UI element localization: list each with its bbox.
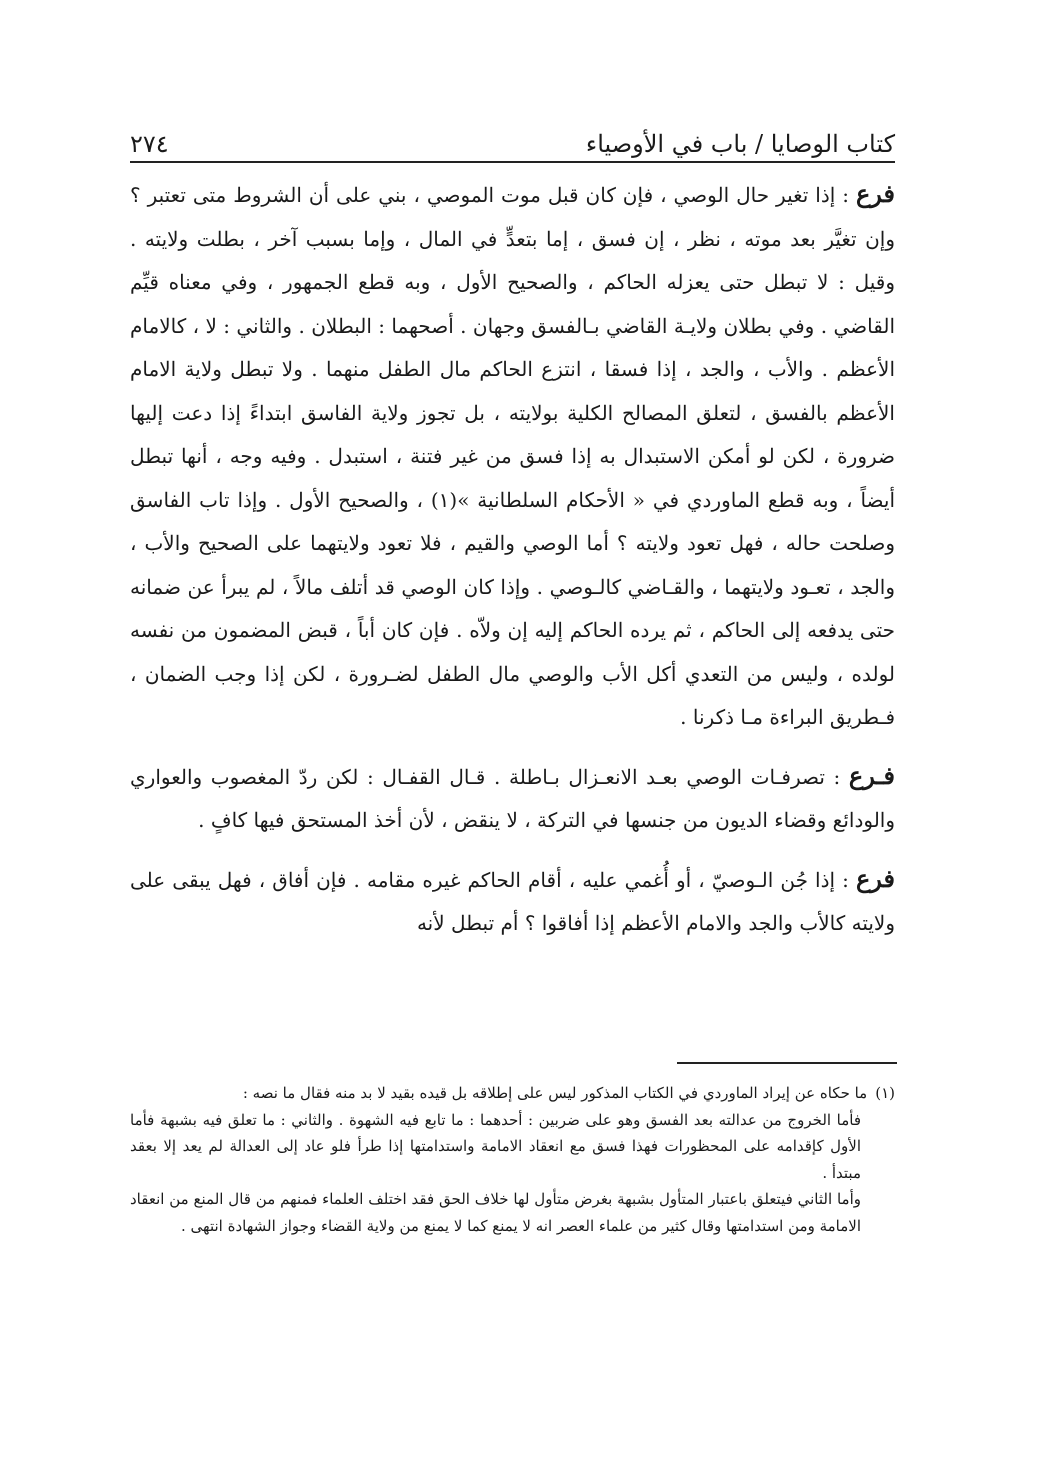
paragraph-text: : تصرفـات الوصي بعـد الانعـزال بـاطلة . قـال القفـال : لكن ردّ المغصوب والعواري والودائع وقضاء الديون من جنسها في التركة ، لا ينقض ، لأن أخذ المستحق فيها كافٍ .: [130, 764, 895, 832]
header-rule: [130, 161, 895, 163]
footnotes: [130, 1080, 895, 1239]
footnote-text: فأما الخروج من عدالته بعد الفسق وهو على ضربين : أحدهما : ما تابع فيه الشهوة . والثاني : ما تعلق فيه بشبهة فأما الأول كإقدامه على المحظورات فهذا فسق مع انعقاد الامامة واستدامتها إذا طرأ فلو عاد إلى العدالة لم يعد إلا بعقد مبتدأ .: [130, 1110, 861, 1182]
section-lead-word: فـرع: [848, 760, 895, 790]
footnote-separator: [677, 1062, 897, 1064]
main-text: [130, 172, 895, 946]
paragraph-far-2: [130, 754, 895, 843]
footnote-text: وأما الثاني فيتعلق باعتبار المتأول بشبهة بغرض متأول لها خلاف الحق فقد اختلف العلماء فمنهم من قال المنع من انعقاد الامامة ومن استدامتها وقال كثير من علماء العصر انه لا يمنع كما لا يمنع من ولاية القضاء وجواز الشهادة انتهى .: [130, 1190, 861, 1235]
paragraph-far-3: [130, 857, 895, 946]
footnote-text: ما حكاه عن إيراد الماوردي في الكتاب المذكور ليس على إطلاقه بل قيده بقيد لا بد منه فقال ما نصه :: [242, 1084, 868, 1102]
paragraph-text: : إذا جُن الـوصيّ ، أو أُغمي عليه ، أقام الحاكم غيره مقامه . فإن أفاق ، فهل يبقى على ولايته كالأب والجد والامام الأعظم إذا أفاقوا ؟ أم تبطل لأنه: [130, 867, 895, 935]
paragraph-far-1: [130, 172, 895, 740]
paragraph-text: : إذا تغير حال الوصي ، فإن كان قبل موت الموصي ، بني على أن الشروط متى تعتبر ؟ وإن تغيَّر بعد موته ، نظر ، إن فسق ، إما بتعدٍّ في المال ، وإما بسبب آخر ، بطلت ولايته . وقيل : لا تبطل حتى يعزله الحاكم ، والصحيح الأول ، وبه قطع الجمهور ، وفي معناه قيِّم القاضي . وفي بطلان ولايـة القاضي بـالفسق وجهان . أصحهما : البطلان . والثاني : لا ، كالامام الأعظم . والأب ، والجد ، إذا فسقا ، انتزع الحاكم مال الطفل منهما . ولا تبطل ولاية الامام الأعظم بالفسق ، لتعلق المصالح الكلية بولايته ، بل تجوز ولاية الفاسق ابتداءً إذا دعت إليها ضرورة ، لكن لو أمكن الاستبدال به إذا فسق من غير فتنة ، استبدل . وفيه وجه ، أنها تبطل أيضاً ، وبه قطع الماوردي في « الأحكام السلطانية »(١) ، والصحيح الأول . وإذا تاب الفاسق وصلحت حاله ، فهل تعود ولايته ؟ أما الوصي والقيم ، فلا تعود ولايتهما على الصحيح والأب ، والجد ، تعـود ولايتهما ، والقـاضي كالـوصي . وإذا كان الوصي قد أتلف مالاً ، لم يبرأ عن ضمانه حتى يدفعه إلى الحاكم ، ثم يرده الحاكم إليه إن ولاّه . فإن كان أباً ، قبض المضمون من نفسه لولده ، وليس من التعدي أكل الأب والوصي مال الطفل لضـرورة ، لكن إذا وجب الضمان ، فـطريق البراءة مـا ذكرنا .: [130, 183, 896, 729]
running-title: كتاب الوصايا / باب في الأوصياء: [585, 130, 895, 158]
footnote-paragraph: [130, 1186, 895, 1239]
footnote-paragraph: [130, 1107, 895, 1187]
section-lead-word: فرع: [855, 179, 895, 208]
footnote-marker: (١): [875, 1084, 895, 1102]
section-lead-word: فرع: [855, 863, 895, 893]
running-header: [130, 118, 895, 158]
footnote-1: [130, 1080, 895, 1107]
page-number: ٢٧٤: [130, 130, 169, 158]
